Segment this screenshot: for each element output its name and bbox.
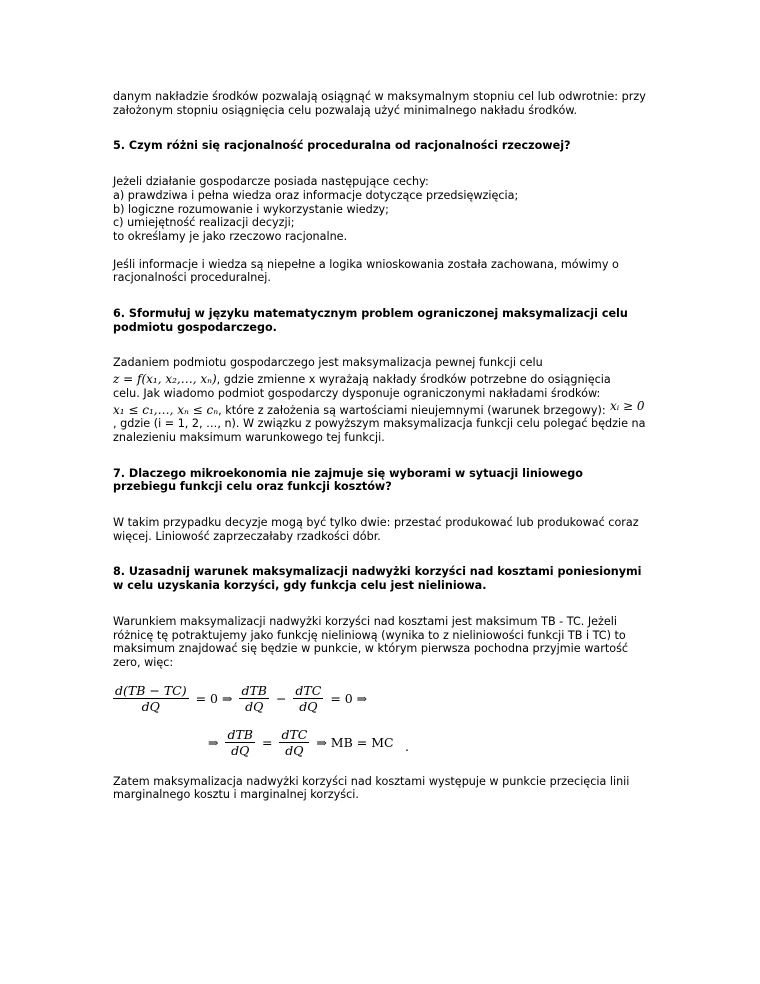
q8-answer: [113, 615, 653, 670]
question-5-heading: 5. Czym różni się racjonalność proceduralna od racjonalności rzeczowej?: [113, 139, 571, 153]
denominator: dQ: [299, 699, 318, 715]
operator: = 0 ⇒: [330, 691, 368, 707]
result: ⇒ MB = MC: [316, 735, 394, 751]
constraint-formula: x₁ ≤ c₁,…, xₙ ≤ cₙ: [113, 402, 219, 417]
text-line: założonym stopniu osiągnięcia celu pozwalają użyć minimalnego nakładu środków.: [113, 103, 578, 117]
text-line: b) logiczne rozumowanie i wykorzystanie wiedzy;: [113, 202, 389, 216]
fraction: [113, 684, 189, 714]
text-line: więcej. Liniowość zaprzeczałaby rzadkości dóbr.: [113, 529, 381, 543]
question-8-heading: [113, 565, 653, 592]
text-line: Zadaniem podmiotu gospodarczego jest maksymalizacja pewnej funkcji celu: [113, 356, 543, 370]
text-line: marginalnego kosztu i marginalnej korzyści.: [113, 788, 359, 802]
formula-dot: .: [405, 738, 409, 754]
text-line: W takim przypadku decyzje mogą być tylko dwie: przestać produkować lub produkować coraz: [113, 516, 639, 530]
text-line: Jeśli informacje i wiedza są niepełne a logika wnioskowania została zachowana, mówimy o: [113, 257, 619, 271]
text-line: Zatem maksymalizacja nadwyżki korzyści nad kosztami występuje w punkcie przecięcia linii: [113, 774, 630, 788]
text-line: Warunkiem maksymalizacji nadwyżki korzyści nad kosztami jest maksimum TB - TC. Jeżeli: [113, 614, 618, 628]
operator: =: [261, 735, 273, 751]
denominator: dQ: [141, 699, 160, 715]
text-line-with-formula: [113, 398, 653, 418]
heading-line: 6. Sformułuj w języku matematycznym problem ograniczonej maksymalizacji celu: [113, 307, 628, 321]
nonnegativity-formula: xᵢ ≥ 0: [610, 398, 645, 413]
q8-conclusion: [113, 775, 653, 802]
operator: = 0 ⇒: [195, 691, 233, 707]
heading-line: 7. Dlaczego mikroekonomia nie zajmuje się wyborami w sytuacji liniowego: [113, 466, 583, 480]
text-line: danym nakładzie środków pozwalają osiągnąć w maksymalnym stopniu cel lub odwrotnie: przy: [113, 90, 646, 103]
q6-answer: [113, 356, 653, 444]
operator: −: [275, 691, 287, 707]
document-page: [113, 90, 653, 802]
heading-line: 8. Uzasadnij warunek maksymalizacji nadwyżki korzyści nad kosztami poniesionymi: [113, 565, 642, 579]
fraction: [279, 728, 309, 758]
q5-answer-paragraph-2: [113, 258, 653, 285]
text-fragment: , gdzie zmienne x wyrażają nakłady środków potrzebne do osiągnięcia: [216, 373, 611, 387]
text-line: c) umiejętność realizacji decyzji;: [113, 216, 295, 230]
text-line: celu. Jak wiadomo podmiot gospodarczy dysponuje ograniczonymi nakładami środków:: [113, 386, 601, 400]
numerator: dTC: [295, 682, 322, 698]
denominator: dQ: [285, 743, 304, 759]
fraction: [225, 728, 255, 758]
derivative-formula: [113, 670, 653, 775]
numerator: dTB: [241, 682, 267, 698]
formula-line-2: [205, 728, 397, 758]
text-line: różnicę tę potraktujemy jako funkcję nieliniową (wynika to z nieliniowości funkcji TB i TC) to: [113, 628, 626, 642]
numerator: dTC: [281, 726, 308, 742]
denominator: dQ: [231, 743, 250, 759]
text-line: Jeżeli działanie gospodarcze posiada następujące cechy:: [113, 175, 429, 189]
operator: ⇒: [208, 735, 219, 751]
question-6-heading: [113, 307, 653, 334]
q7-answer: [113, 516, 653, 543]
text-line: a) prawdziwa i pełna wiedza oraz informacje dotyczące przedsięwzięcia;: [113, 188, 519, 202]
heading-line: w celu uzyskania korzyści, gdy funkcja celu jest nieliniowa.: [113, 579, 487, 593]
text-line-with-formula: [113, 373, 653, 387]
heading-line: podmiotu gospodarczego.: [113, 320, 277, 334]
text-line: znalezieniu maksimum warunkowego tej funkcji.: [113, 430, 385, 444]
text-line: zero, więc:: [113, 655, 174, 669]
text-line: , gdzie (i = 1, 2, …, n). W związku z powyższym maksymalizacja funkcji celu polegać będzie na: [113, 417, 646, 431]
fraction: [239, 684, 269, 714]
text-line: to określamy je jako rzeczowo racjonalne.: [113, 229, 348, 243]
formula-line-1: [113, 684, 370, 714]
intro-paragraph: [113, 90, 653, 117]
objective-function-formula: z = f(x₁, x₂,…, xₙ): [113, 372, 217, 387]
text-fragment: , które z założenia są wartościami nieujemnymi (warunek brzegowy):: [218, 403, 606, 417]
text-line: maksimum znajdować się będzie w punkcie, w którym pierwsza pochodna przyjmie wartość: [113, 642, 629, 656]
denominator: dQ: [245, 699, 264, 715]
text-line: racjonalności proceduralnej.: [113, 271, 271, 285]
numerator: d(TB − TC): [115, 682, 187, 698]
question-7-heading: [113, 467, 653, 494]
q5-answer-list: [113, 175, 653, 244]
fraction: [293, 684, 323, 714]
numerator: dTB: [227, 726, 253, 742]
heading-line: przebiegu funkcji celu oraz funkcji kosztów?: [113, 480, 392, 494]
